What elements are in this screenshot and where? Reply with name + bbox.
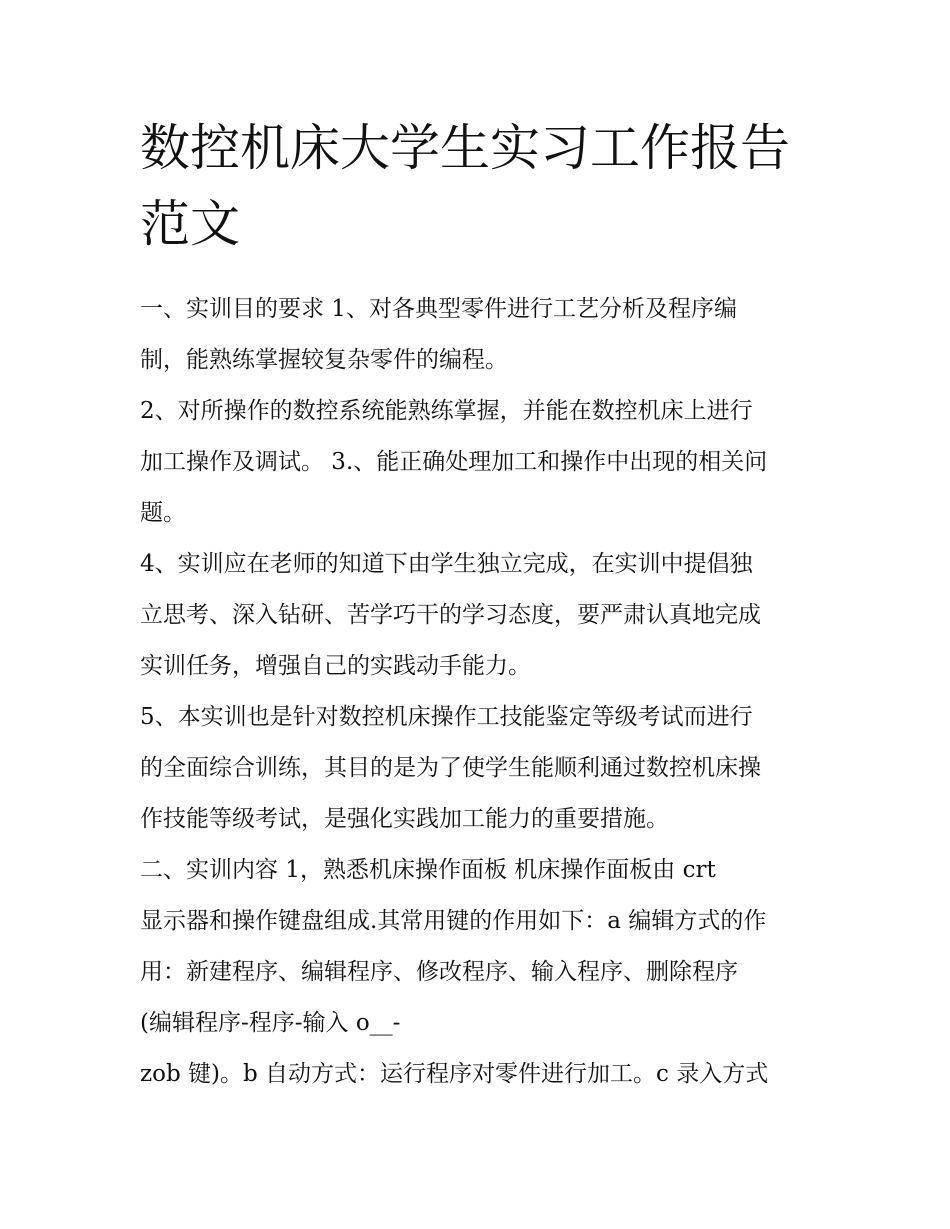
document-page	[140, 110, 820, 1100]
body-line: 加工操作及调试。 3.、能正确处理加工和操作中出现的相关问	[140, 449, 768, 475]
body-line: 题。	[140, 500, 186, 526]
document-title	[140, 110, 820, 262]
body-line: 用：新建程序、编辑程序、修改程序、输入程序、删除程序	[140, 959, 738, 985]
body-line: 制，能熟练掌握较复杂零件的编程。	[140, 347, 508, 373]
body-line: 显示器和操作键盘组成.其常用键的作用如下：a 编辑方式的作	[140, 908, 767, 934]
document-body	[140, 284, 820, 1100]
body-line: zob 键)。b 自动方式：运行程序对零件进行加工。c 录入方式	[140, 1061, 769, 1087]
body-line: 作技能等级考试，是强化实践加工能力的重要措施。	[140, 806, 669, 832]
title-line-1: 数控机床大学生实习工作报告	[140, 119, 790, 177]
body-line: (编辑程序-程序-输入 o__-	[140, 1010, 401, 1036]
body-line: 4、实训应在老师的知道下由学生独立完成，在实训中提倡独	[140, 551, 753, 577]
body-line: 立思考、深入钻研、苦学巧干的学习态度，要严肃认真地完成	[140, 602, 761, 628]
body-line: 一、实训目的要求 1、对各典型零件进行工艺分析及程序编	[140, 296, 737, 322]
body-line: 5、本实训也是针对数控机床操作工技能鉴定等级考试而进行	[140, 704, 753, 730]
title-line-2: 范文	[140, 195, 240, 253]
body-line: 实训任务，增强自己的实践动手能力。	[140, 653, 531, 679]
body-line: 2、对所操作的数控系统能熟练掌握，并能在数控机床上进行	[140, 398, 753, 424]
body-line: 的全面综合训练，其目的是为了使学生能顺利通过数控机床操	[140, 755, 761, 781]
body-line: 二、实训内容 1，熟悉机床操作面板 机床操作面板由 crt	[140, 857, 716, 883]
